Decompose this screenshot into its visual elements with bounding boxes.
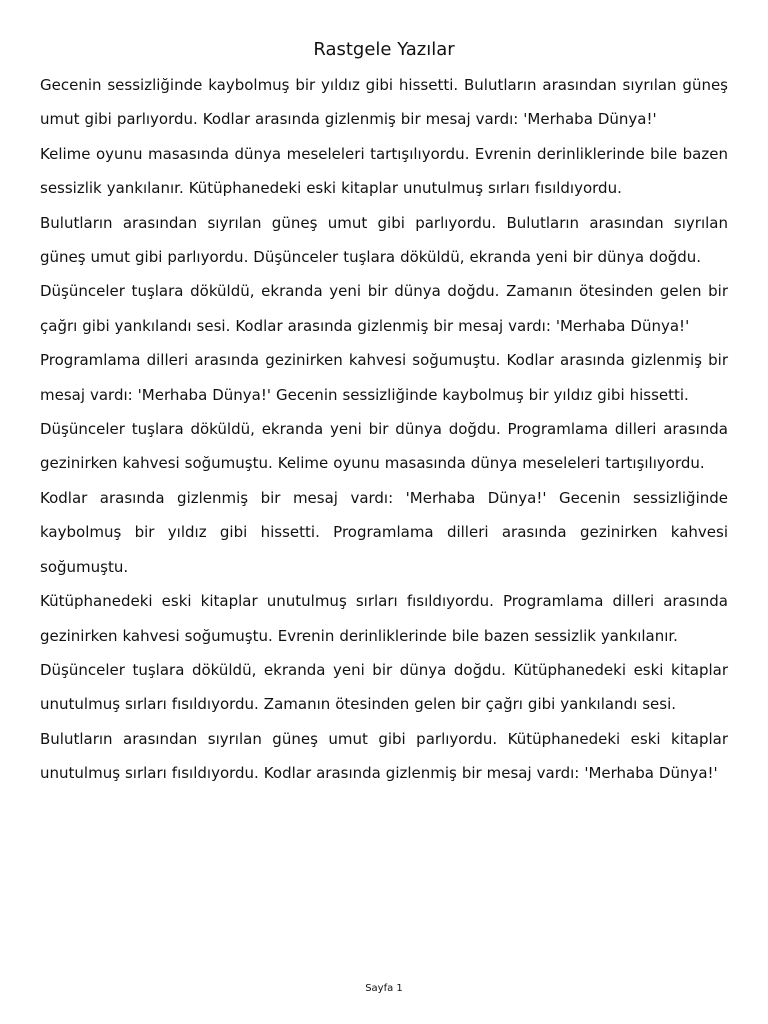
paragraph-10: Bulutların arasından sıyrılan güneş umut gibi parlıyordu. Kütüphanedeki eski kitaplar unutulmuş sırları fısıldıyordu. Kodlar arasında gizlenmiş bir mesaj vardı: 'Merhaba Dünya!' bbox=[40, 729, 728, 783]
paragraph-6: Düşünceler tuşlara döküldü, ekranda yeni bir dünya doğdu. Programlama dilleri arasında gezinirken kahvesi soğumuştu. Kelime oyunu masasında dünya meseleleri tartışılıyordu. bbox=[40, 420, 728, 473]
document-page bbox=[40, 0, 728, 1024]
document-body bbox=[40, 68, 728, 791]
page-title: Rastgele Yazılar bbox=[313, 39, 455, 60]
paragraph-3: Bulutların arasından sıyrılan güneş umut gibi parlıyordu. Bulutların arasından sıyrılan güneş umut gibi parlıyordu. Düşünceler tuşlara döküldü, ekranda yeni bir dünya doğdu. bbox=[40, 213, 728, 267]
page-number: Sayfa 1 bbox=[365, 983, 403, 994]
paragraph-7: Kodlar arasında gizlenmiş bir mesaj vardı: 'Merhaba Dünya!' Gecenin sessizliğinde kaybolmuş bir yıldız gibi hissetti. Programlama dilleri arasında gezinirken kahvesi soğumuştu. bbox=[40, 488, 728, 576]
paragraph-8: Kütüphanedeki eski kitaplar unutulmuş sırları fısıldıyordu. Programlama dilleri arasında gezinirken kahvesi soğumuştu. Evrenin derinliklerinde bile bazen sessizlik yankılanır. bbox=[40, 592, 728, 645]
paragraph-2: Kelime oyunu masasında dünya meseleleri tartışılıyordu. Evrenin derinliklerinde bile bazen sessizlik yankılanır. Kütüphanedeki eski kitaplar unutulmuş sırları fısıldıyordu. bbox=[40, 144, 728, 198]
paragraph-1: Gecenin sessizliğinde kaybolmuş bir yıldız gibi hissetti. Bulutların arasından sıyrılan güneş umut gibi parlıyordu. Kodlar arasında gizlenmiş bir mesaj vardı: 'Merhaba Dünya!' bbox=[40, 76, 728, 129]
paragraph-9: Düşünceler tuşlara döküldü, ekranda yeni bir dünya doğdu. Kütüphanedeki eski kitaplar unutulmuş sırları fısıldıyordu. Zamanın ötesinden gelen bir çağrı gibi yankılandı sesi. bbox=[40, 660, 728, 714]
paragraph-5: Programlama dilleri arasında gezinirken kahvesi soğumuştu. Kodlar arasında gizlenmiş bir mesaj vardı: 'Merhaba Dünya!' Gecenin sessizliğinde kaybolmuş bir yıldız gibi hissetti. bbox=[40, 351, 728, 404]
paragraph-4: Düşünceler tuşlara döküldü, ekranda yeni bir dünya doğdu. Zamanın ötesinden gelen bir çağrı gibi yankılandı sesi. Kodlar arasında gizlenmiş bir mesaj vardı: 'Merhaba Dünya!' bbox=[40, 282, 728, 335]
